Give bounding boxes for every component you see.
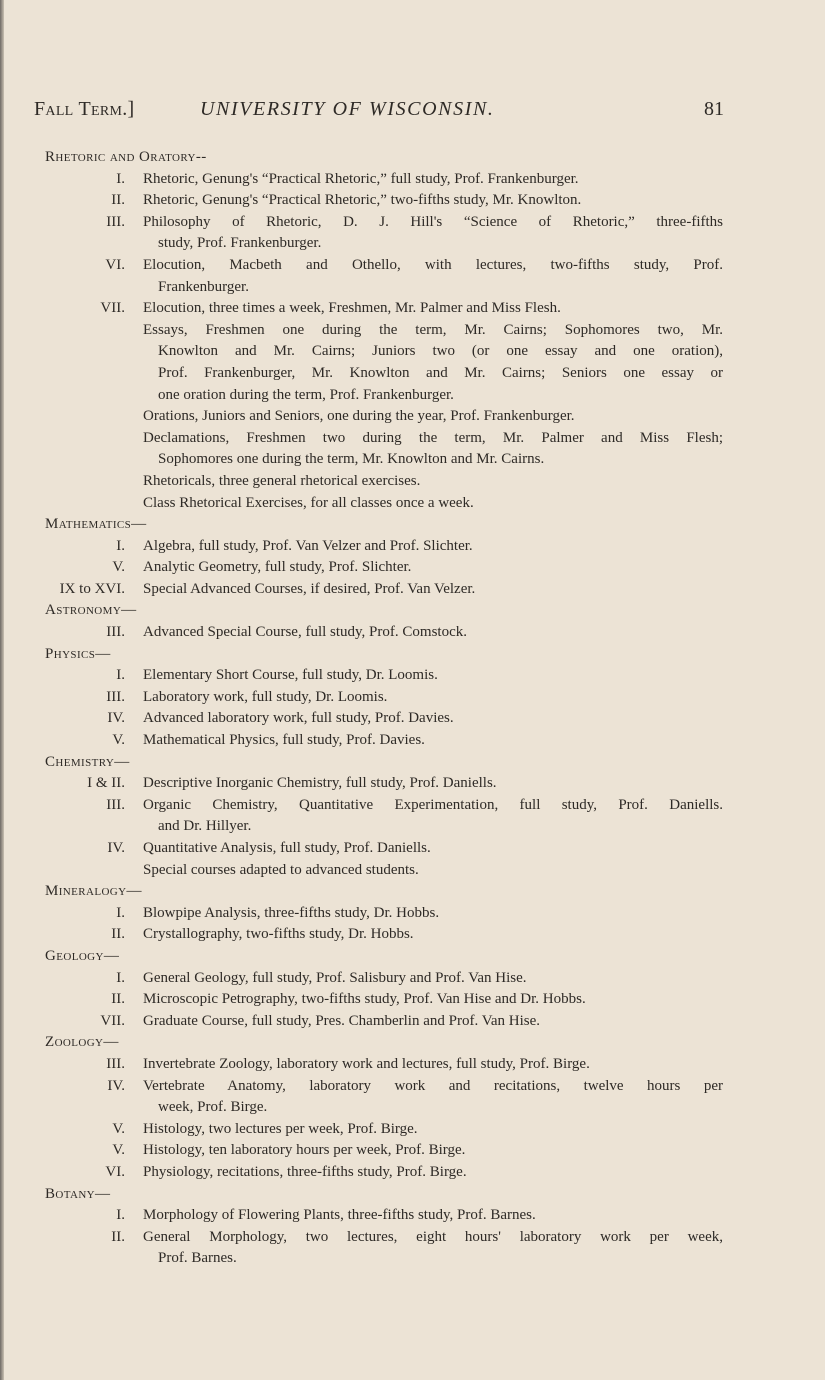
description-line: one oration during the term, Prof. Frankenburger. <box>158 386 454 403</box>
course-entry <box>0 795 825 838</box>
description-line: Algebra, full study, Prof. Van Velzer and Prof. Slichter. <box>143 537 473 554</box>
course-description <box>143 1227 723 1270</box>
description-line: Vertebrate Anatomy, laboratory work and recitations, twelve hours per <box>143 1077 723 1094</box>
description-line: Laboratory work, full study, Dr. Loomis. <box>143 688 388 705</box>
course-description <box>143 665 723 687</box>
description-line: Class Rhetorical Exercises, for all classes once a week. <box>143 494 474 511</box>
course-description <box>143 838 723 860</box>
page-number: 81 <box>704 98 724 120</box>
section-heading: Botany— <box>45 1185 111 1202</box>
course-description <box>143 795 723 838</box>
description-line: Frankenburger. <box>158 278 249 295</box>
section-heading: Astronomy— <box>45 602 137 619</box>
description-line: Crystallography, two-fifths study, Dr. Hobbs. <box>143 926 414 943</box>
section-heading: Zoology— <box>45 1034 119 1051</box>
course-description <box>143 968 723 990</box>
course-entry <box>0 190 825 212</box>
description-line: Elementary Short Course, full study, Dr. Loomis. <box>143 667 438 684</box>
course-entry <box>0 622 825 644</box>
description-line: Orations, Juniors and Seniors, one during the year, Prof. Frankenburger. <box>143 408 575 425</box>
course-number <box>0 860 125 882</box>
description-line: Quantitative Analysis, full study, Prof. Daniells. <box>143 840 431 856</box>
course-entry <box>0 298 825 320</box>
description-line: Mathematical Physics, full study, Prof. Davies. <box>143 732 425 749</box>
header-term: Fall Term.] <box>34 98 135 120</box>
description-line: Physiology, recitations, three-fifths study, Prof. Birge. <box>143 1163 467 1180</box>
course-number: VII. <box>100 1012 125 1029</box>
course-description <box>143 190 723 212</box>
description-line: General Morphology, two lectures, eight hours' laboratory work per week, <box>143 1228 723 1245</box>
course-entry <box>0 471 825 493</box>
course-number: VI. <box>105 1163 125 1180</box>
course-entry <box>0 860 825 882</box>
course-entry <box>0 212 825 255</box>
course-description <box>143 579 723 601</box>
description-line: Descriptive Inorganic Chemistry, full study, Prof. Daniells. <box>143 775 497 792</box>
description-line: Sophomores one during the term, Mr. Knowlton and Mr. Cairns. <box>158 451 545 468</box>
description-line: Essays, Freshmen one during the term, Mr. Cairns; Sophomores two, Mr. <box>143 321 723 338</box>
course-number: I & II. <box>87 775 125 792</box>
course-description <box>143 773 723 795</box>
course-description <box>143 1054 723 1076</box>
description-line: Rhetoric, Genung's “Practical Rhetoric,” two-fifths study, Mr. Knowlton. <box>143 192 582 209</box>
course-description <box>143 924 723 946</box>
course-description <box>143 1162 723 1184</box>
course-number: III. <box>106 213 125 230</box>
running-header <box>34 96 724 122</box>
course-number: I. <box>116 170 125 187</box>
description-line: Prof. Frankenburger, Mr. Knowlton and Mr. Cairns; Seniors one essay or <box>158 364 723 381</box>
course-description <box>143 1140 723 1162</box>
course-description <box>143 169 723 191</box>
course-number: V. <box>112 732 125 749</box>
course-entry <box>0 838 825 860</box>
course-description <box>143 1119 723 1141</box>
course-number: V. <box>112 1142 125 1159</box>
course-number <box>0 493 125 515</box>
course-entry <box>0 903 825 925</box>
description-line: Histology, ten laboratory hours per week, Prof. Birge. <box>143 1142 466 1159</box>
course-number: I. <box>116 1207 125 1224</box>
course-entry <box>0 665 825 687</box>
section-heading: Chemistry— <box>45 753 130 770</box>
header-title: UNIVERSITY OF WISCONSIN. <box>200 98 495 120</box>
course-description <box>143 557 723 579</box>
course-description <box>143 471 723 493</box>
course-description <box>143 708 723 730</box>
description-line: Organic Chemistry, Quantitative Experimentation, full study, Prof. Daniells. <box>143 796 723 813</box>
description-line: Advanced laboratory work, full study, Prof. Davies. <box>143 710 454 727</box>
description-line: Elocution, three times a week, Freshmen, Mr. Palmer and Miss Flesh. <box>143 300 561 317</box>
description-line: Special courses adapted to advanced students. <box>143 861 419 878</box>
course-number: I. <box>116 537 125 554</box>
section-heading: Geology— <box>45 947 120 964</box>
course-number <box>0 428 125 471</box>
course-number: I. <box>116 667 125 684</box>
course-number: I. <box>116 904 125 921</box>
description-line: Invertebrate Zoology, laboratory work and lectures, full study, Prof. Birge. <box>143 1055 590 1072</box>
course-entry <box>0 1119 825 1141</box>
course-description <box>143 493 723 515</box>
section-heading: Physics— <box>45 645 111 662</box>
course-entry <box>0 1227 825 1270</box>
course-entry <box>0 687 825 709</box>
course-entry <box>0 536 825 558</box>
section-heading: Mineralogy— <box>45 883 142 900</box>
description-line: Philosophy of Rhetoric, D. J. Hill's “Science of Rhetoric,” three-fifths <box>143 213 723 230</box>
description-line: Blowpipe Analysis, three-fifths study, Dr. Hobbs. <box>143 904 440 921</box>
course-entry <box>0 773 825 795</box>
course-description <box>143 320 723 406</box>
description-line: Advanced Special Course, full study, Prof. Comstock. <box>143 624 467 641</box>
course-description <box>143 406 723 428</box>
course-entry <box>0 1076 825 1119</box>
course-entry <box>0 730 825 752</box>
description-line: Knowlton and Mr. Cairns; Juniors two (or one essay and one oration), <box>158 343 723 360</box>
description-line: week, Prof. Birge. <box>158 1099 268 1116</box>
course-number: III. <box>106 796 125 813</box>
course-entry <box>0 968 825 990</box>
course-number: V. <box>112 1120 125 1137</box>
description-line: Rhetoricals, three general rhetorical exercises. <box>143 472 421 489</box>
course-number: V. <box>112 559 125 576</box>
description-line: General Geology, full study, Prof. Salisbury and Prof. Van Hise. <box>143 969 527 986</box>
course-description <box>143 730 723 752</box>
course-entry <box>0 493 825 515</box>
course-number: VII. <box>100 300 125 317</box>
course-entry <box>0 169 825 191</box>
course-number: II. <box>111 1228 125 1245</box>
course-number: IX to XVI. <box>59 580 125 597</box>
course-number: IV. <box>107 1077 125 1094</box>
description-line: Graduate Course, full study, Pres. Chamberlin and Prof. Van Hise. <box>143 1012 541 1029</box>
course-number: IV. <box>107 710 125 727</box>
course-number: II. <box>111 991 125 1008</box>
course-entry <box>0 579 825 601</box>
course-description <box>143 428 723 471</box>
course-listing <box>0 147 825 1270</box>
course-entry <box>0 1011 825 1033</box>
course-description <box>143 1076 723 1119</box>
course-entry <box>0 320 825 406</box>
course-number <box>0 320 125 406</box>
description-line: Analytic Geometry, full study, Prof. Slichter. <box>143 559 412 576</box>
course-entry <box>0 557 825 579</box>
course-number <box>0 471 125 493</box>
course-entry <box>0 924 825 946</box>
course-description <box>143 1011 723 1033</box>
description-line: and Dr. Hillyer. <box>158 818 252 835</box>
course-entry <box>0 1054 825 1076</box>
course-entry <box>0 1162 825 1184</box>
course-entry <box>0 406 825 428</box>
description-line: Special Advanced Courses, if desired, Prof. Van Velzer. <box>143 580 476 597</box>
section-heading: Rhetoric and Oratory-- <box>45 149 207 165</box>
description-line: Rhetoric, Genung's “Practical Rhetoric,” full study, Prof. Frankenburger. <box>143 170 579 187</box>
course-entry <box>0 255 825 298</box>
course-entry <box>0 1140 825 1162</box>
course-description <box>143 687 723 709</box>
course-number: IV. <box>107 840 125 856</box>
description-line: study, Prof. Frankenburger. <box>158 235 322 252</box>
course-description <box>143 1205 723 1227</box>
course-number: I. <box>116 969 125 986</box>
course-entry <box>0 708 825 730</box>
course-number: II. <box>111 192 125 209</box>
description-line: Declamations, Freshmen two during the term, Mr. Palmer and Miss Flesh; <box>143 429 723 446</box>
course-entry <box>0 989 825 1011</box>
description-line: Microscopic Petrography, two-fifths study, Prof. Van Hise and Dr. Hobbs. <box>143 991 586 1008</box>
course-description <box>143 622 723 644</box>
course-description <box>143 989 723 1011</box>
course-number: VI. <box>105 256 125 273</box>
description-line: Morphology of Flowering Plants, three-fifths study, Prof. Barnes. <box>143 1207 536 1224</box>
course-description <box>143 536 723 558</box>
course-description <box>143 212 723 255</box>
course-description <box>143 255 723 298</box>
course-description <box>143 903 723 925</box>
description-line: Histology, two lectures per week, Prof. Birge. <box>143 1120 418 1137</box>
course-description <box>143 860 723 882</box>
course-number: II. <box>111 926 125 943</box>
course-entry <box>0 428 825 471</box>
course-number: III. <box>106 1055 125 1072</box>
course-entry <box>0 1205 825 1227</box>
course-description <box>143 298 723 320</box>
description-line: Prof. Barnes. <box>158 1250 237 1267</box>
course-number: III. <box>106 624 125 641</box>
description-line: Elocution, Macbeth and Othello, with lectures, two-fifths study, Prof. <box>143 256 723 273</box>
section-heading: Mathematics— <box>45 516 147 533</box>
course-number <box>0 406 125 428</box>
course-number: III. <box>106 688 125 705</box>
